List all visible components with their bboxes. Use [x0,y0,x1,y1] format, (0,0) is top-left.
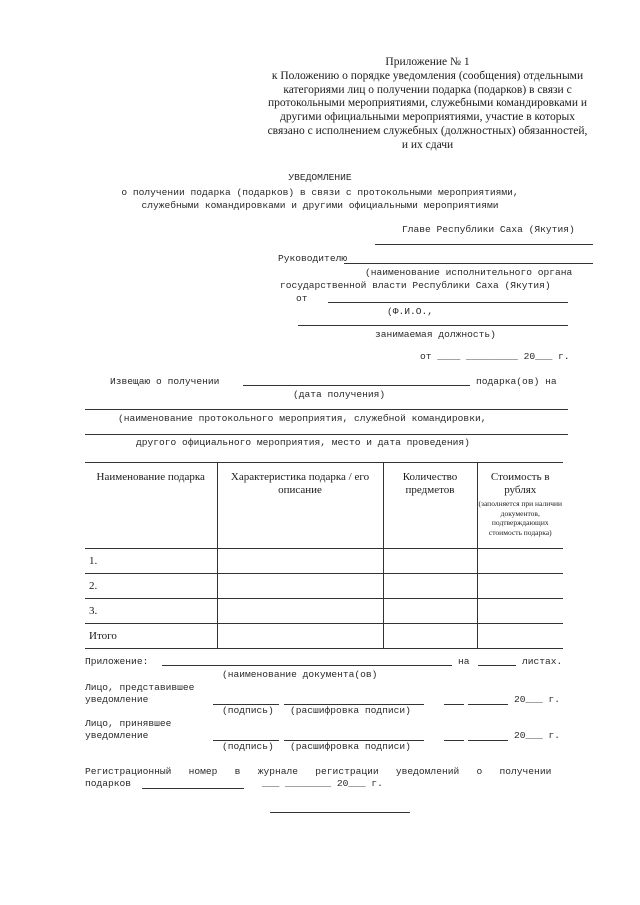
document-title: УВЕДОМЛЕНИЕ [288,172,352,183]
table-cell[interactable] [217,574,383,599]
event-hint-1: (наименование протокольного мероприятия, служебной командировки, [118,413,487,424]
table-cell[interactable] [383,599,477,624]
attachment-on: на [458,656,470,667]
registration-number-line [142,788,244,789]
table-cell[interactable] [217,599,383,624]
presenter-month-line [468,704,508,705]
row-number: 3. [85,599,217,624]
appendix-line: к Положению о порядке уведомления (сообщения) отдельными [271,69,584,82]
attachment-sheets: листах. [522,656,563,667]
addressee-date-line: от ____ _________ 20___ г. [420,351,570,362]
table-cell[interactable] [217,549,383,574]
registration-line-1: Регистрационный номер в журнале регистрации уведомлений о получении [85,766,552,777]
presenter-decode-hint: (расшифровка подписи) [290,705,411,716]
addressee-blank-line [375,244,593,245]
attachment-label: Приложение: [85,656,149,667]
table-cell[interactable] [477,599,563,624]
gifts-table [85,462,563,649]
header-quantity: Количество предметов [383,463,477,549]
cost-note: (заполняется при наличии документов, подтверждающих стоимость подарка) [478,499,563,537]
position-hint: занимаемая должность) [375,329,496,340]
table-cell[interactable] [383,624,477,649]
appendix-line: категориями лиц о получении подарка (подарков) в связи с [283,83,572,96]
presenter-date-tail: 20___ г. [514,694,561,705]
receiver-label-2: уведомление [85,730,149,741]
notice-blank-line [243,385,470,386]
receiver-day-line [444,740,464,741]
row-number: 1. [85,549,217,574]
receiver-date-tail: 20___ г. [514,730,561,741]
receiver-sig-hint: (подпись) [222,741,274,752]
header-cost: Стоимость в рублях (заполняется при наличии документов, подтверждающих стоимость подарка) [477,463,563,549]
presenter-day-line [444,704,464,705]
fio-hint: (Ф.И.О., [387,306,434,317]
table-cell[interactable] [477,624,563,649]
appendix-title: Приложение № 1 [385,56,470,68]
addressee-to: Главе Республики Саха (Якутия) [402,224,575,235]
receiver-label-1: Лицо, принявшее [85,718,172,729]
table-total-row [85,624,563,649]
head-label: Руководителю [278,253,348,264]
receiver-decode-hint: (расшифровка подписи) [290,741,411,752]
date-hint: (дата получения) [293,389,386,400]
table-cell[interactable] [477,549,563,574]
event-hint-2: другого официального мероприятия, место и дата проведения) [136,437,470,448]
registration-line-2-label: подарков [85,778,132,789]
table-header-row [85,463,563,549]
attachment-doc-hint: (наименование документа(ов) [222,669,378,680]
appendix-line: связано с исполнением служебных (должностных) обязанностей, [267,124,588,137]
row-number: 2. [85,574,217,599]
total-label: Итого [85,624,217,649]
table-row [85,599,563,624]
attachment-blank-line [162,665,452,666]
table-cell[interactable] [383,549,477,574]
presenter-label-2: уведомление [85,694,149,705]
appendix-line: другими официальными мероприятиями, участие в которых [280,111,575,124]
table-cell[interactable] [383,574,477,599]
notice-text-left: Извещаю о получении [110,376,220,387]
final-signature-line [270,812,410,813]
organ-hint-1: (наименование исполнительного органа [365,267,573,278]
header-gift-name: Наименование подарка [85,463,217,549]
presenter-label-1: Лицо, представившее [85,682,195,693]
sheets-blank-line [478,665,516,666]
from-label: от [296,293,308,304]
event-blank-line-2 [85,434,568,435]
document-subtitle-1: о получении подарка (подарков) в связи с протокольными мероприятиями, [121,187,519,198]
appendix-header [250,56,605,153]
presenter-sig-hint: (подпись) [222,705,274,716]
position-blank-line [298,325,568,326]
notice-text-right: подарка(ов) на [476,376,557,387]
appendix-line: и их сдачи [401,138,454,151]
head-blank-line [344,263,593,264]
table-cell[interactable] [217,624,383,649]
from-blank-line [328,302,568,303]
header-gift-description: Характеристика подарка / его описание [217,463,383,549]
organ-hint-2: государственной власти Республики Саха (Якутия) [280,280,551,291]
table-row [85,549,563,574]
appendix-line: протокольными мероприятиями, служебными командировками и [267,97,588,110]
table-cell[interactable] [477,574,563,599]
event-blank-line-1 [85,409,568,410]
registration-date: ___ ________ 20___ г. [262,778,383,789]
receiver-month-line [468,740,508,741]
document-subtitle-2: служебными командировками и другими официальными мероприятиями [141,200,499,211]
table-row [85,574,563,599]
